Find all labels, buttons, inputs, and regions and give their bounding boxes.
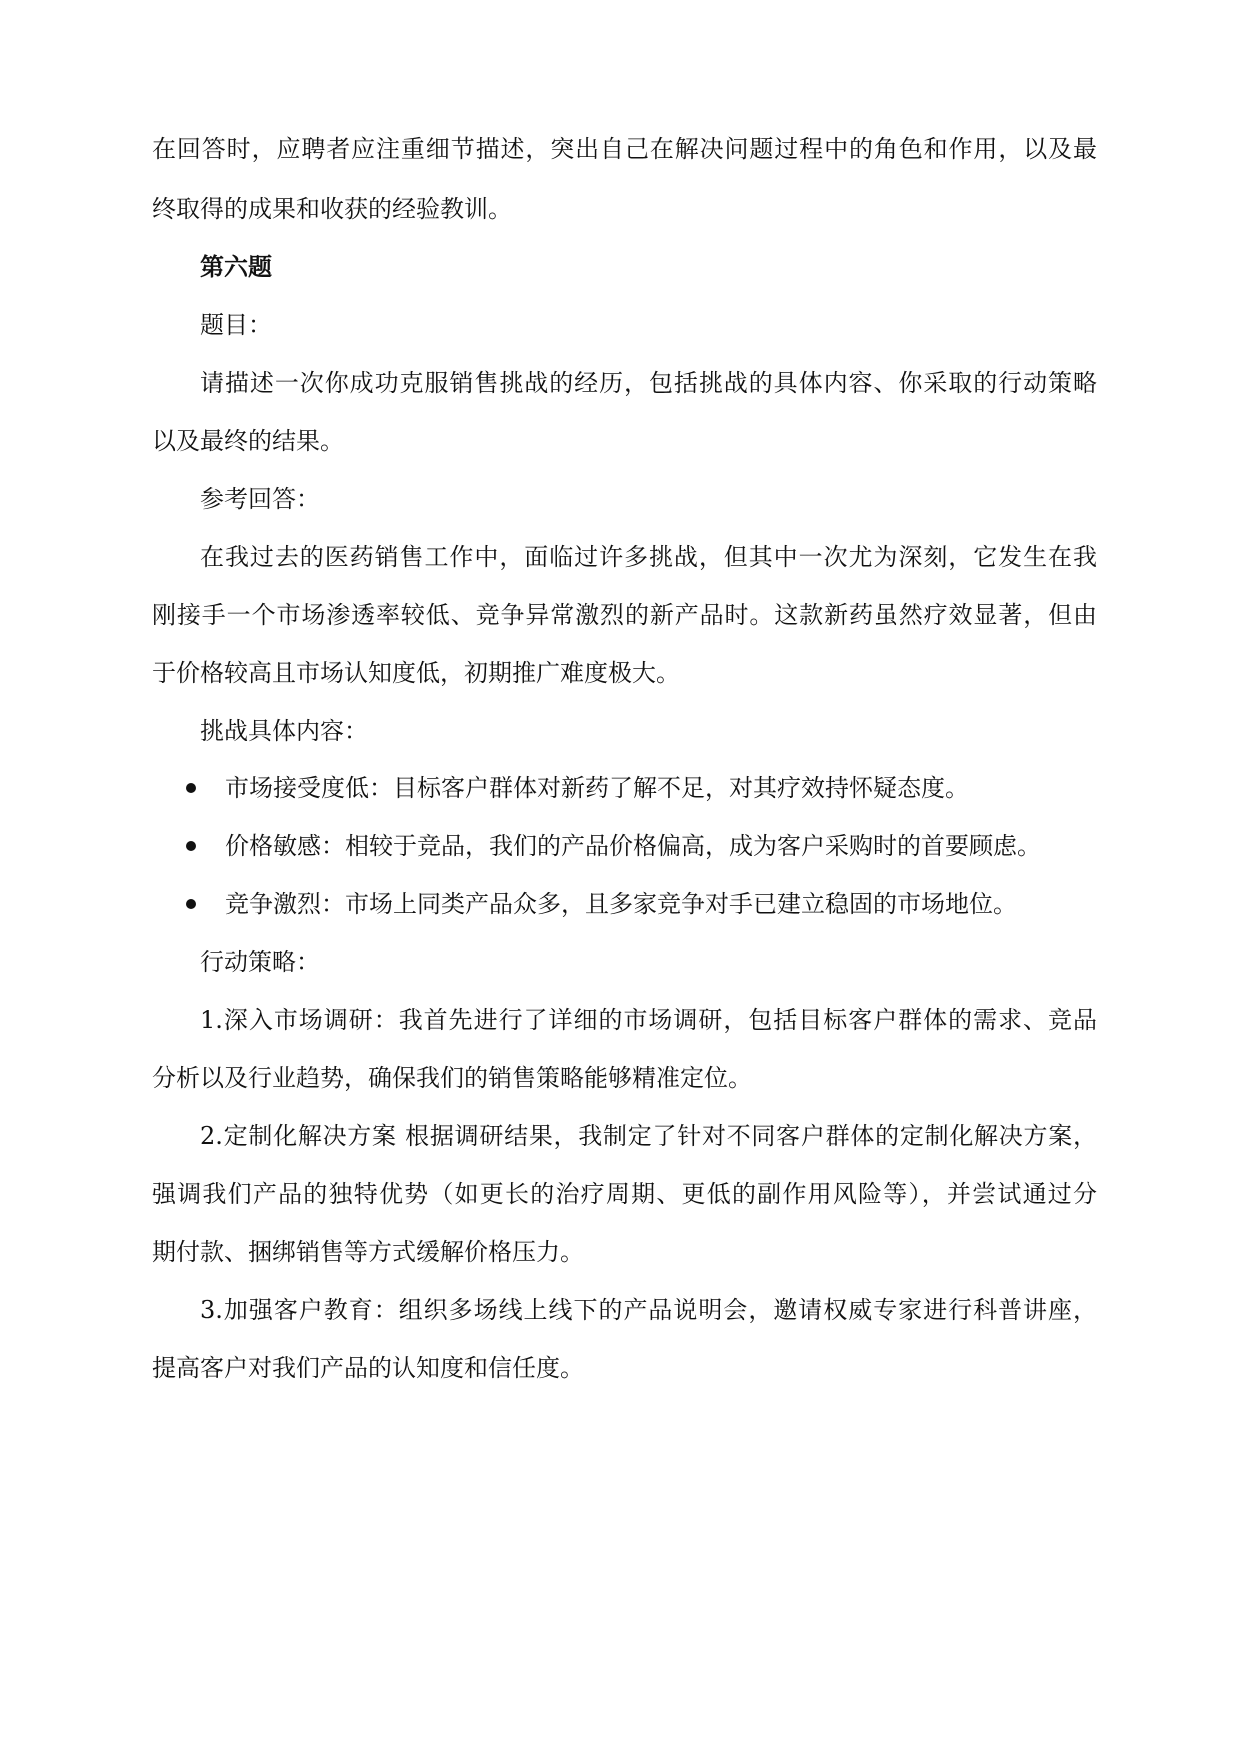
strategy-1-line-1: 1.深入市场调研：我首先进行了详细的市场调研，包括目标客户群体的需求、竞品	[200, 1006, 1097, 1034]
strategy-2-line-1: 2.定制化解决方案 根据调研结果，我制定了针对不同客户群体的定制化解决方案，	[200, 1122, 1097, 1150]
strategy-2-line-2: 强调我们产品的独特优势（如更长的治疗周期、更低的副作用风险等），并尝试通过分	[152, 1180, 1097, 1208]
answer-intro-line-3: 于价格较高且市场认知度低，初期推广难度极大。	[152, 659, 680, 687]
challenge-label: 挑战具体内容：	[200, 717, 368, 745]
question-label: 题目：	[200, 311, 272, 339]
bullet-icon	[186, 783, 196, 793]
section-title: 第六题	[200, 252, 272, 281]
strategy-1-line-2: 分析以及行业趋势，确保我们的销售策略能够精准定位。	[152, 1064, 752, 1092]
answer-label: 参考回答：	[200, 485, 320, 513]
strategy-label: 行动策略：	[200, 948, 320, 976]
challenge-item: 竞争激烈：市场上同类产品众多，且多家竞争对手已建立稳固的市场地位。	[225, 890, 1017, 918]
answer-intro-line-2: 刚接手一个市场渗透率较低、竞争异常激烈的新产品时。这款新药虽然疗效显著，但由	[152, 601, 1097, 629]
question-line-1: 请描述一次你成功克服销售挑战的经历，包括挑战的具体内容、你采取的行动策略	[200, 369, 1097, 397]
strategy-3-line-1: 3.加强客户教育：组织多场线上线下的产品说明会，邀请权威专家进行科普讲座，	[200, 1296, 1097, 1324]
bullet-icon	[186, 899, 196, 909]
challenge-item: 市场接受度低：目标客户群体对新药了解不足，对其疗效持怀疑态度。	[225, 774, 969, 802]
intro-line-2: 终取得的成果和收获的经验教训。	[152, 195, 512, 223]
challenge-item: 价格敏感：相较于竞品，我们的产品价格偏高，成为客户采购时的首要顾虑。	[225, 832, 1041, 860]
intro-line-1: 在回答时，应聘者应注重细节描述，突出自己在解决问题过程中的角色和作用，以及最	[152, 135, 1097, 163]
strategy-3-line-2: 提高客户对我们产品的认知度和信任度。	[152, 1354, 584, 1382]
question-line-2: 以及最终的结果。	[152, 427, 344, 455]
bullet-icon	[186, 841, 196, 851]
strategy-2-line-3: 期付款、捆绑销售等方式缓解价格压力。	[152, 1238, 584, 1266]
answer-intro-line-1: 在我过去的医药销售工作中，面临过许多挑战，但其中一次尤为深刻，它发生在我	[200, 543, 1097, 571]
